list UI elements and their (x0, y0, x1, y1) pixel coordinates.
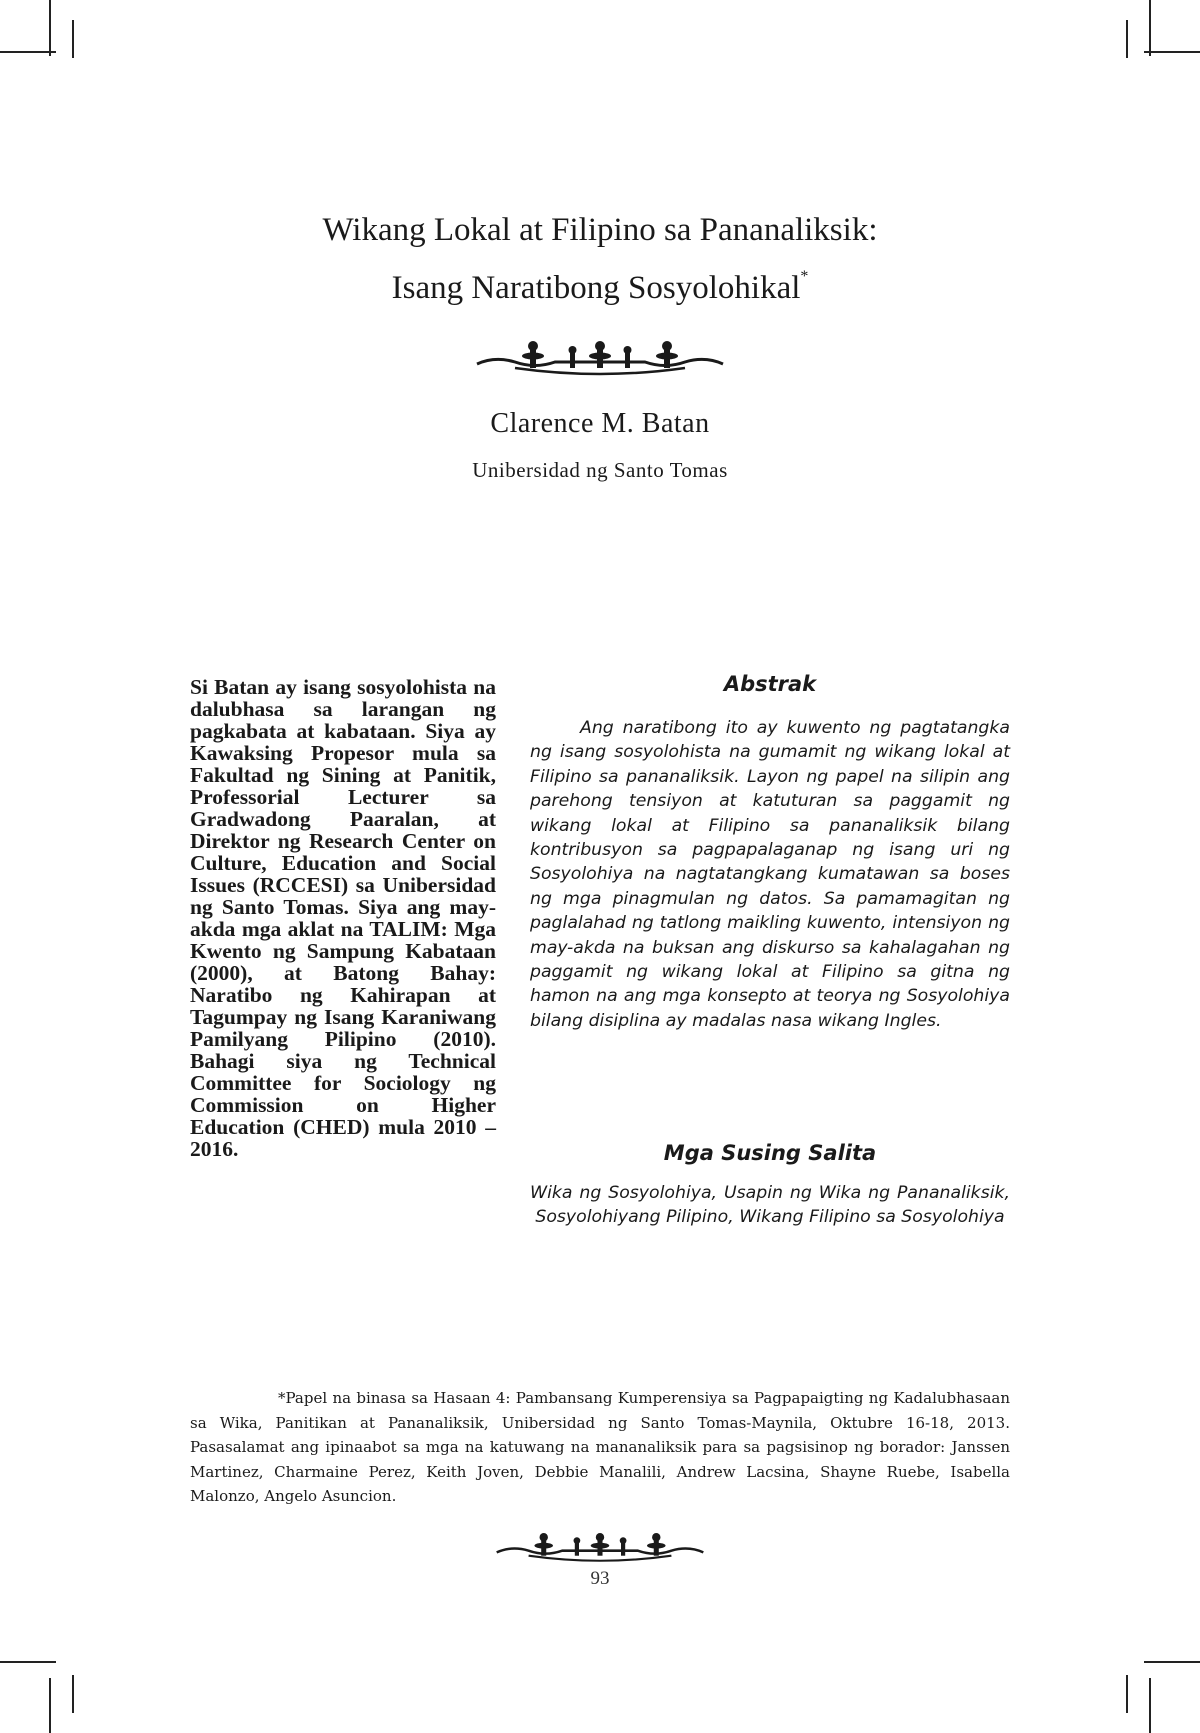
footnote: *Papel na binasa sa Hasaan 4: Pambansang Kumperensiya sa Pagpapaigting ng Kadalubhasaan sa Wika, Panitikan at Pananaliksik, Unibersidad ng Santo Tomas-Maynila, Oktubre 16-18, 2013. Pasasalamat ang ipinaabot sa mga na katuwang na mananaliksik para sa pagsisinop ng borador: Janssen Martinez, Charmaine Perez, Keith Joven, Debbie Manalili, Andrew Lacsina, Shayne Ruebe, Isabella Malonzo, Angelo Asuncion. (190, 1389, 1010, 1506)
abstract-heading: Abstrak (723, 672, 817, 696)
keywords-text: Wika ng Sosyolohiya, Usapin ng Wika ng Pananaliksik, Sosyolohiyang Pilipino, Wikang Filipino sa Sosyolohiya (530, 1183, 1010, 1227)
crop-mark (1126, 1675, 1128, 1713)
ornament-divider (475, 340, 725, 380)
crop-mark (1144, 51, 1200, 53)
crop-mark (0, 51, 56, 53)
title-line-2 (0, 270, 1200, 307)
crop-mark (0, 1661, 56, 1663)
ornament-footer (495, 1532, 705, 1566)
crop-mark (49, 0, 51, 56)
author-bio: Si Batan ay isang sosyolohista na dalubhasa sa larangan ng pagkabata at kabataan. Siya ay Kawaksing Propesor mula sa Fakultad ng Sining at Panitik, Professorial Lecturer sa Gradwadong Paaralan, at Direktor ng Research Center on Culture, Education and Social Issues (RCCESI) sa Unibersidad ng Santo Tomas. Siya ang may-akda mga aklat na TALIM: Mga Kwento ng Sampung Kabataan (2000), at Batong Bahay: Naratibo ng Kahirapan at Tagumpay ng Isang Karaniwang Pamilyang Pilipino (2010). Bahagi siya ng Technical Committee for Sociology ng Commission on Higher Education (CHED) mula 2010 – 2016. (190, 675, 496, 1161)
crop-mark (1149, 0, 1151, 56)
crop-mark (1144, 1661, 1200, 1663)
page-number: 93 (590, 1568, 610, 1589)
crop-mark (49, 1678, 51, 1733)
crop-mark (72, 1675, 74, 1713)
title-footnote-mark: * (800, 268, 809, 285)
crop-mark (1149, 1678, 1151, 1733)
author-affiliation: Unibersidad ng Santo Tomas (472, 458, 728, 482)
abstract-text: Ang naratibong ito ay kuwento ng pagtatangka ng isang sosyolohista na gumamit ng wikang lokal at Filipino sa pananaliksik. Layon ng papel na silipin ang parehong tensiyon at katuturan sa paggamit ng wikang lokal at Filipino sa pananaliksik bilang kontribusyon sa pagpapalaganap ng isang uri ng Sosyolohiya na nagtatangkang kumatawan sa boses ng mga pinagmulan ng datos. Sa pamamagitan ng paglalahad ng tatlong maikling kuwento, intensiyon ng may-akda na buksan ang diskurso sa kahalagahan ng paggamit ng wikang lokal at Filipino sa gitna ng hamon na ang mga konsepto at teorya ng Sosyolohiya bilang disiplina ay madalas nasa wikang Ingles. (530, 718, 1010, 1031)
author-name: Clarence M. Batan (490, 408, 710, 439)
crop-mark (1126, 20, 1128, 58)
title-line-1: Wikang Lokal at Filipino sa Pananaliksik: (322, 212, 878, 248)
keywords-heading: Mga Susing Salita (663, 1141, 877, 1165)
crop-mark (72, 20, 74, 58)
title-line-2-text: Isang Naratibong Sosyolohikal (391, 270, 801, 306)
